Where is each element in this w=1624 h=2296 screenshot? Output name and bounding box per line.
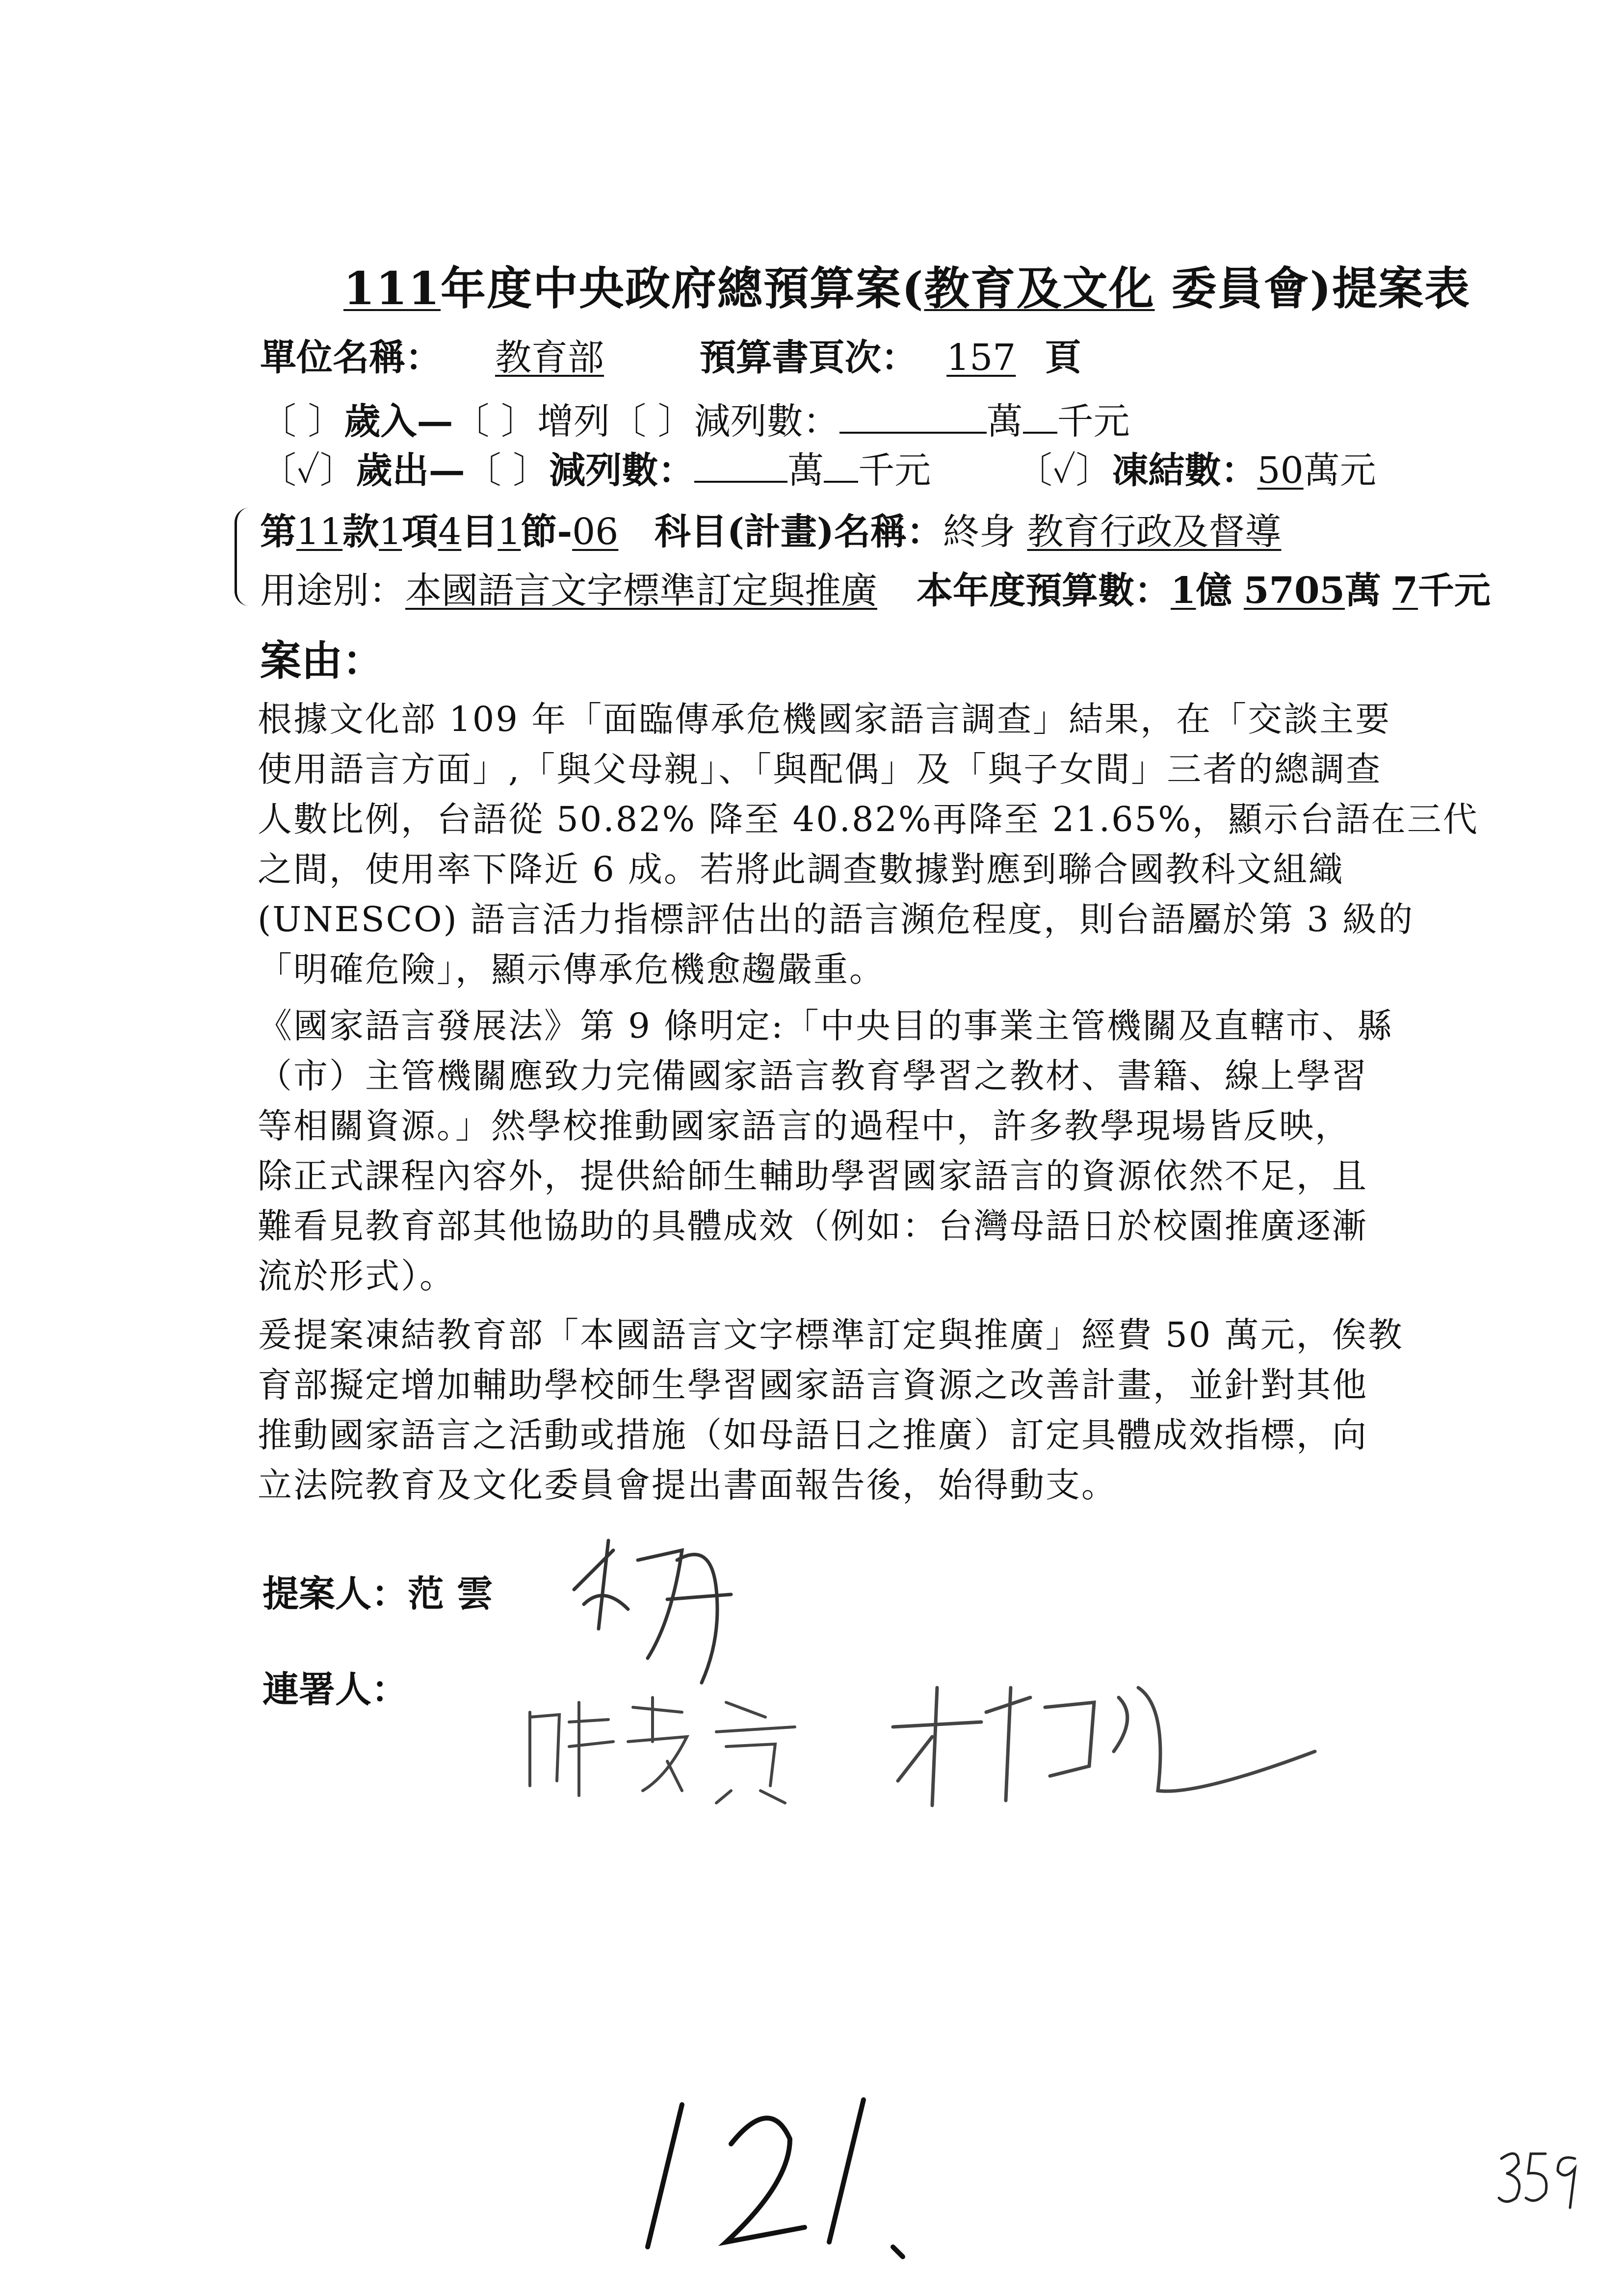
income-row [260,392,1130,444]
reduce-label: 減列數： [694,400,839,443]
expense-reduce-label: 減列數： [549,449,695,492]
reason-paragraph-1 [258,694,1479,994]
subject-label: 科目(計畫)名稱： [654,511,943,553]
text-line: (UNESCO) 語言活力指標評估出的語言瀕危程度，則台語屬於第 3 級的 [258,899,1414,939]
usage-label: 用途別： [260,570,405,612]
qian-blank [824,451,858,483]
qian-label: 千元 [858,449,931,492]
title-year: 111 [343,262,441,315]
wan-blank [839,402,987,434]
wan-blank [694,451,787,483]
text-line: 等相關資源。」然學校推動國家語言的過程中，許多教學現場皆反映， [258,1106,1351,1146]
expense-row [260,442,1376,494]
wan-label: 萬 [787,449,824,492]
text-line: 難看見教育部其他協助的具體成效（例如：台灣母語日於校園推廣逐漸 [258,1206,1368,1246]
text-line: 流於形式）。 [258,1256,455,1296]
freeze-unit: 萬元 [1303,449,1376,492]
xiang-value: 1 [379,511,402,553]
reason-paragraph-2 [258,1001,1393,1301]
reduce-checkbox: 〔 〕 [610,400,694,443]
wan-label: 萬 [986,400,1023,443]
wan-value: 5705 [1244,570,1345,612]
title-mid: 年度中央政府總預算案( [441,262,924,315]
freeze-label: 凍結數： [1112,449,1257,492]
text-line: 使用語言方面」,「與父母親」、「與配偶」及「與子女間」三者的總調查 [258,749,1382,789]
income-label: 歲入— [344,400,453,443]
add-checkbox: 〔 〕 [453,400,538,443]
proposer-label: 提案人： [262,1573,408,1615]
xiang-label: 項 [402,511,439,553]
page-label: 預算書頁次： [699,337,917,379]
jie-code: 06 [572,511,619,553]
signature-cosigner-1 [520,1688,824,1805]
qian-label: 千元 [1057,400,1130,443]
unit-label: 單位名稱： [260,337,442,379]
text-line: 根據文化部 109 年「面臨傳承危機國家語言調查」結果，在「交談主要 [258,699,1391,739]
text-line: （市）主管機關應致力完備國家語言教育學習之教材、書籍、線上學習 [258,1056,1368,1096]
page-unit: 頁 [1045,337,1081,379]
proposer-row [262,1565,493,1617]
text-line: 「明確危險」，顯示傳承危機愈趨嚴重。 [258,949,885,990]
text-line: 爰提案凍結教育部「本國語言文字標準訂定與推廣」經費 50 萬元，俟教 [258,1315,1404,1355]
expense-label: 歲出— [356,449,465,492]
text-line: 育部擬定增加輔助學校師生學習國家語言資源之改善計畫，並針對其他 [258,1365,1368,1405]
proposer-name: 范 雲 [408,1573,493,1615]
bracket [235,508,257,606]
add-label: 增列 [537,400,610,443]
jie-value: 1 [498,511,521,553]
reason-heading: 案由： [260,636,384,685]
item-row [260,503,1281,555]
wan-label: 萬 [1345,570,1381,612]
kuan-value: 11 [296,511,343,553]
text-line: 人數比例，台語從 50.82% 降至 40.82%再降至 21.65%，顯示台語在三代 [258,799,1479,839]
mu-value: 4 [438,511,462,553]
kuan-label: 款 [342,511,379,553]
jie-label: 節- [521,511,573,553]
yi-value: 1 [1171,570,1196,612]
text-line: 之間，使用率下降近 6 成。若將此調查數據對應到聯合國教科文組織 [258,849,1345,889]
handwritten-number-121 [628,2085,922,2262]
freeze-checkbox: 〔✓〕 [1016,449,1112,492]
mu-label: 目 [461,511,498,553]
page-number-359 [1496,2144,1585,2213]
expense-checkbox: 〔✓〕 [260,449,356,492]
subject-value: 教育行政及督導 [1027,511,1282,553]
freeze-value: 50 [1257,449,1304,492]
usage-row [260,562,1491,614]
budget-label: 本年度預算數： [917,570,1171,612]
page-value: 157 [946,337,1016,379]
reason-paragraph-3 [258,1310,1404,1510]
qian-blank [1023,402,1057,434]
title-committee: 教育及文化 [924,262,1155,315]
text-line: 推動國家語言之活動或措施（如母語日之推廣）訂定具體成效指標，向 [258,1415,1368,1455]
qian-label: 千元 [1418,570,1491,612]
form-title [343,253,1470,317]
expense-reduce-checkbox: 〔 〕 [465,449,550,492]
income-checkbox: 〔 〕 [260,400,344,443]
yi-label: 億 [1196,570,1232,612]
signature-cosigner-2 [883,1668,1325,1815]
title-end: 委員會)提案表 [1154,262,1471,315]
cosigner-label: 連署人： [262,1669,408,1711]
di-label: 第 [260,511,296,553]
qian-value: 7 [1392,570,1418,612]
unit-row [260,329,1081,381]
usage-value: 本國語言文字標準訂定與推廣 [405,570,877,612]
signature-proposer [554,1531,760,1693]
subject-prefix: 終身 [943,511,1027,553]
unit-value: 教育部 [495,337,604,379]
text-line: 除正式課程內容外，提供給師生輔助學習國家語言的資源依然不足，且 [258,1156,1368,1196]
text-line: 《國家語言發展法》第 9 條明定:「中央目的事業主管機關及直轄市、縣 [258,1006,1393,1046]
text-line: 立法院教育及文化委員會提出書面報告後，始得動支。 [258,1465,1117,1505]
